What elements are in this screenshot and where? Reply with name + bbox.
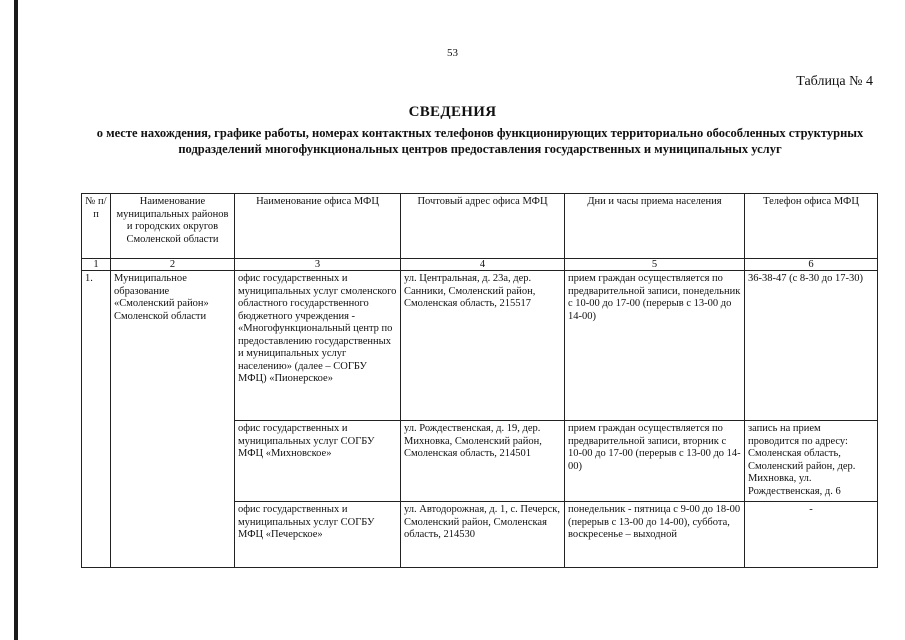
page-number: 53 — [447, 47, 458, 59]
office-address: ул. Центральная, д. 23а, дер. Санники, Смоленский район, Смоленская область, 215517 — [401, 271, 565, 421]
column-number: 5 — [565, 259, 745, 271]
office-address: ул. Автодорожная, д. 1, с. Печерск, Смоленский район, Смоленская область, 214530 — [401, 502, 565, 568]
table-header-row — [82, 194, 878, 259]
header-hours: Дни и часы приема населения — [565, 194, 745, 259]
header-num: № п/п — [82, 194, 111, 259]
district-name: Муниципальное образование «Смоленский район» Смоленской области — [111, 271, 235, 568]
column-number: 6 — [745, 259, 878, 271]
document-subtitle: о месте нахождения, графике работы, номерах контактных телефонов функционирующих территориально обособленных структурных подразделений многофункциональных центров предоставления государственных и муниципальных услуг — [96, 126, 864, 156]
column-number: 2 — [111, 259, 235, 271]
office-name: офис государственных и муниципальных услуг смоленского областного государственного бюджетного учреждения - «Многофункциональный центр по предоставлению государственных и муниципальных услуг населению» (далее – СОГБУ МФЦ) «Пионерское» — [235, 271, 401, 421]
office-hours: понедельник - пятница с 9-00 до 18-00 (перерыв с 13-00 до 14-00), суббота, воскресенье – выходной — [565, 502, 745, 568]
column-number-row — [82, 259, 878, 271]
table-number: Таблица № 4 — [796, 74, 873, 89]
header-district: Наименование муниципальных районов и городских округов Смоленской области — [111, 194, 235, 259]
table-row — [82, 271, 878, 421]
office-hours: прием граждан осуществляется по предварительной записи, вторник с 10-00 до 17-00 (перерыв с 13-00 до 14-00) — [565, 421, 745, 502]
column-number: 3 — [235, 259, 401, 271]
office-phone: 36-38-47 (с 8-30 до 17-30) — [745, 271, 878, 421]
office-phone: запись на прием проводится по адресу: Смоленская область, Смоленский район, дер. Михновка, ул. Рождественская, д. 6 — [745, 421, 878, 502]
scan-edge — [14, 0, 18, 640]
header-address: Почтовый адрес офиса МФЦ — [401, 194, 565, 259]
column-number: 4 — [401, 259, 565, 271]
column-number: 1 — [82, 259, 111, 271]
header-phone: Телефон офиса МФЦ — [745, 194, 878, 259]
office-name: офис государственных и муниципальных услуг СОГБУ МФЦ «Печерское» — [235, 502, 401, 568]
office-address: ул. Рождественская, д. 19, дер. Михновка, Смоленский район, Смоленская область, 214501 — [401, 421, 565, 502]
mfc-offices-table — [81, 193, 878, 568]
office-name: офис государственных и муниципальных услуг СОГБУ МФЦ «Михновское» — [235, 421, 401, 502]
office-phone: - — [745, 502, 878, 568]
header-office-name: Наименование офиса МФЦ — [235, 194, 401, 259]
row-number: 1. — [82, 271, 111, 568]
office-hours: прием граждан осуществляется по предварительной записи, понедельник с 10-00 до 17-00 (перерыв с 13-00 до 14-00) — [565, 271, 745, 421]
document-title: СВЕДЕНИЯ — [408, 104, 497, 120]
